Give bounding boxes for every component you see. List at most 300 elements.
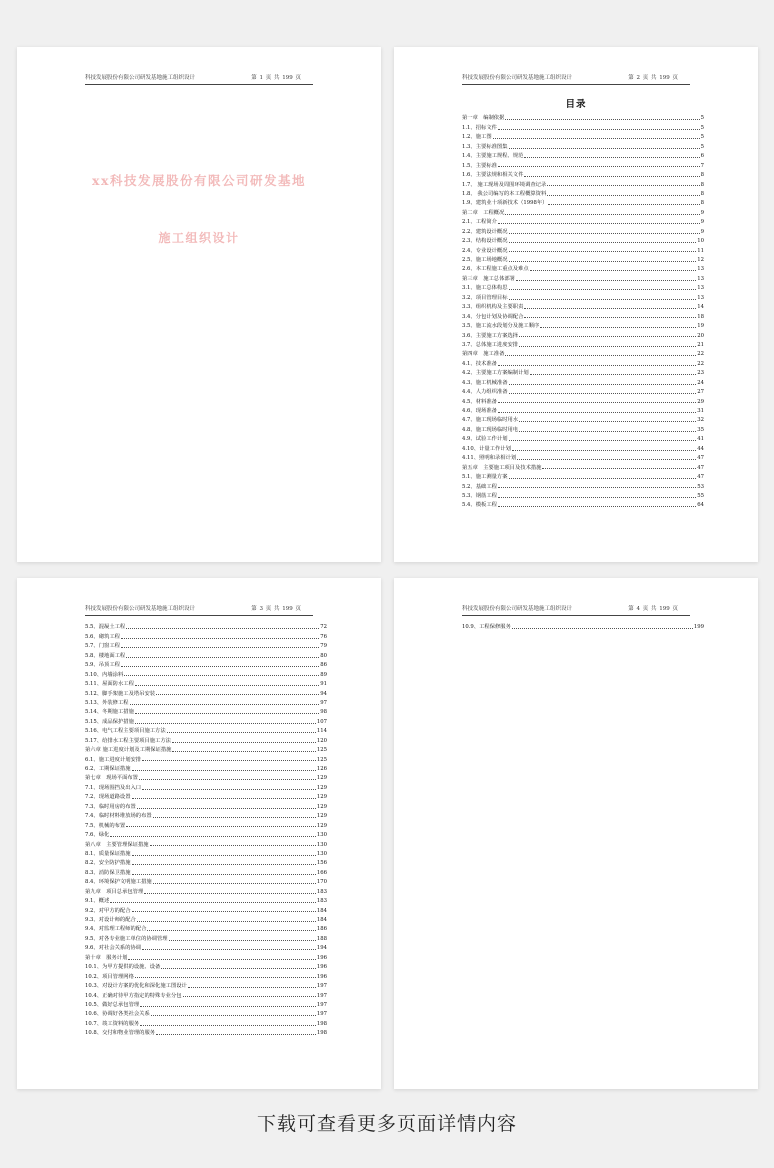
toc-entry-title: 5.16、电气工程主要项目施工方法 (85, 728, 166, 735)
toc-entry-title: 3.5、施工流水段划分及施工顺序 (462, 323, 540, 330)
toc-entry-page: 196 (316, 954, 327, 961)
toc-entry (85, 829, 327, 838)
toc-entry (462, 339, 704, 348)
toc-entry (85, 630, 327, 639)
toc-entry-page: 125 (316, 747, 327, 754)
toc-dot-leader (498, 497, 696, 498)
toc-dot-leader (509, 299, 697, 300)
toc-entry (462, 188, 704, 197)
toc-entry (85, 668, 327, 677)
toc-dot-leader (498, 506, 696, 507)
toc-entry-page: 125 (316, 756, 327, 763)
toc-entry-title: 2.2、建筑设计概况 (462, 228, 508, 235)
toc-dot-leader (132, 864, 316, 865)
toc-entry-title: 5.13、外装修工程 (85, 699, 129, 706)
toc-dot-leader (519, 336, 696, 337)
toc-dot-leader (140, 1025, 316, 1026)
toc-entry-page: 24 (697, 379, 704, 386)
toc-entry-page: 13 (697, 285, 704, 292)
toc-dot-leader (512, 450, 696, 451)
toc-entry (462, 386, 704, 395)
toc-dot-leader (121, 638, 319, 639)
toc-dot-leader (519, 346, 696, 347)
toc-entry-title: 7.5、机械的布置 (85, 822, 126, 829)
toc-entry-title: 5.12、脚手架施工及塔吊安装 (85, 690, 156, 697)
toc-entry-title: 8.1、质量保证措施 (85, 850, 131, 857)
toc-entry-title: 2.6、本工程施工重点及难点 (462, 266, 529, 273)
toc-entry (85, 763, 327, 772)
toc-entry-title: 9.6、对社会关系的协调 (85, 945, 142, 952)
toc-entry (85, 753, 327, 762)
toc-entry-page: 5 (700, 115, 704, 122)
toc-entry-title: 1.7、 施工现场及周围环境调查记录 (462, 181, 547, 188)
toc-entry-title: 6.1、施工进度计划安排 (85, 756, 142, 763)
toc-entry-title: 3.3、组织机构及主要职责 (462, 304, 524, 311)
toc-entry (85, 857, 327, 866)
toc-entry-title: 5.4、模板工程 (462, 502, 497, 509)
toc-entry (462, 178, 704, 187)
toc-entry (462, 329, 704, 338)
toc-entry (85, 781, 327, 790)
toc-entry (462, 235, 704, 244)
toc-dot-leader (530, 374, 697, 375)
toc-entry-page: 129 (316, 784, 327, 791)
toc-list (462, 621, 704, 630)
toc-entry (85, 989, 327, 998)
toc-entry (85, 885, 327, 894)
toc-dot-leader (137, 921, 316, 922)
toc-entry (462, 131, 704, 140)
toc-entry-title: 5.10、内墙涂料 (85, 671, 124, 678)
toc-entry-title: 7.6、绿化 (85, 832, 110, 839)
toc-entry-title: 第三章 施工总体部署 (462, 275, 515, 282)
toc-entry-page: 97 (320, 699, 327, 706)
toc-entry-title: 第七章 现场平面布置 (85, 775, 138, 782)
toc-dot-leader (524, 308, 696, 309)
toc-entry-page: 47 (697, 474, 704, 481)
toc-entry-title: 4.5、材料准备 (462, 398, 497, 405)
toc-entry-page: 196 (316, 964, 327, 971)
toc-entry (462, 471, 704, 480)
header-page-number: 第 2 页 共 199 页 (628, 75, 678, 81)
toc-entry-page: 129 (316, 822, 327, 829)
toc-entry-page: 130 (316, 841, 327, 848)
toc-entry (85, 848, 327, 857)
header-page-number: 第 4 页 共 199 页 (628, 606, 678, 612)
toc-entry (85, 640, 327, 649)
download-caption: 下载可查看更多页面详情内容 (256, 1113, 517, 1135)
toc-entry-title: 2.1、工程简介 (462, 219, 497, 226)
toc-entry (85, 791, 327, 800)
toc-entry (462, 320, 704, 329)
toc-dot-leader (110, 836, 316, 837)
header-page-number: 第 3 页 共 199 页 (251, 606, 301, 612)
toc-entry-title: 9.4、对监理工程师的配合 (85, 926, 147, 933)
toc-entry (85, 914, 327, 923)
toc-entry-page: 198 (316, 1020, 327, 1027)
toc-entry-page: 197 (316, 1011, 327, 1018)
toc-entry-page: 91 (320, 681, 327, 688)
toc-entry-page: 29 (697, 398, 704, 405)
toc-dot-leader (169, 940, 316, 941)
toc-entry-page: 89 (320, 671, 327, 678)
toc-entry (85, 659, 327, 668)
toc-dot-leader (142, 760, 316, 761)
toc-entry (462, 433, 704, 442)
toc-entry (462, 405, 704, 414)
toc-entry-page: 9 (700, 209, 704, 216)
toc-entry-title: 8.2、安全防护措施 (85, 860, 131, 867)
toc-dot-leader (167, 732, 316, 733)
toc-entry (85, 895, 327, 904)
toc-dot-leader (153, 817, 316, 818)
toc-entry-title: 3.2、项目管理目标 (462, 294, 508, 301)
toc-dot-leader (124, 675, 319, 676)
toc-entry (462, 216, 704, 225)
toc-entry-page: 184 (316, 917, 327, 923)
toc-entry-page: 120 (316, 737, 327, 744)
toc-entry-page: 8 (700, 190, 704, 197)
toc-entry (85, 999, 327, 1008)
toc-entry-page: 10 (697, 238, 704, 245)
toc-entry-title: 4.11、照明和录相计划 (462, 455, 517, 462)
toc-dot-leader (121, 666, 319, 667)
toc-entry-title: 1.1、招标文件 (462, 124, 497, 131)
toc-entry-title: 4.3、施工机械准备 (462, 379, 508, 386)
document-page-1 (17, 47, 381, 562)
watermark-decoration: ​ (95, 481, 119, 508)
toc-entry-title: 4.10、计量工作计划 (462, 445, 511, 452)
toc-entry-page: 76 (320, 633, 327, 640)
toc-entry-page: 7 (700, 162, 704, 169)
cover-subtitle: 施工组织设计 (158, 231, 240, 245)
toc-entry-title: 3.1、施工总体构思 (462, 285, 508, 292)
toc-entry-title: 第十章 服务计划 (85, 954, 128, 961)
toc-entry-page: 197 (316, 1001, 327, 1008)
toc-entry-title: 4.1、技术准备 (462, 360, 497, 367)
toc-dot-leader (151, 1015, 316, 1016)
toc-entry-title: 10.6、协调好各类社会关系 (85, 1011, 150, 1018)
toc-dot-leader (498, 487, 696, 488)
toc-entry-title: 第二章 工程概况 (462, 209, 505, 216)
toc-entry-page: 98 (320, 709, 327, 716)
toc-entry (462, 169, 704, 178)
toc-entry-title: 10.7、竣工资料的服务 (85, 1020, 140, 1027)
toc-entry-title: 1.2、施工图 (462, 134, 492, 141)
toc-dot-leader (172, 742, 316, 743)
toc-entry (85, 810, 327, 819)
toc-dot-leader (548, 204, 699, 205)
toc-entry-page: 53 (697, 483, 704, 490)
toc-dot-leader (530, 270, 697, 271)
toc-entry (462, 159, 704, 168)
toc-entry (85, 951, 327, 960)
toc-dot-leader (135, 723, 316, 724)
toc-entry (462, 263, 704, 272)
page-header (85, 605, 313, 616)
toc-entry-page: 20 (697, 332, 704, 339)
toc-dot-leader (498, 412, 696, 413)
toc-entry (85, 744, 327, 753)
toc-entry-title: 4.9、试验工作计划 (462, 436, 508, 443)
toc-entry-title: 第四章 施工准备 (462, 351, 505, 358)
toc-entry (462, 140, 704, 149)
toc-dot-leader (121, 647, 319, 648)
toc-dot-leader (505, 355, 696, 356)
toc-entry-page: 9 (700, 219, 704, 226)
toc-list (462, 112, 704, 508)
toc-entry-title: 第六章 施工进度计划及工期保证措施 (85, 747, 172, 754)
toc-dot-leader (156, 1034, 316, 1035)
toc-entry-page: 11 (697, 247, 704, 254)
toc-entry-page: 8 (700, 200, 704, 207)
toc-entry-title: 5.9、吊顶工程 (85, 662, 120, 669)
toc-entry-page: 188 (316, 935, 327, 942)
toc-entry (85, 725, 327, 734)
toc-entry-page: 170 (316, 879, 327, 886)
toc-entry-page: 107 (316, 718, 327, 725)
toc-entry-title: 4.7、施工现场临时用水 (462, 417, 519, 424)
toc-dot-leader (509, 148, 700, 149)
toc-entry-page: 197 (316, 992, 327, 999)
toc-entry-title: 8.4、环境保护文明施工措施 (85, 879, 152, 886)
toc-entry-title: 7.3、临时用房的布置 (85, 803, 136, 810)
toc-entry (462, 490, 704, 499)
toc-entry-page: 130 (316, 850, 327, 857)
toc-entry-page: 47 (697, 464, 704, 471)
toc-dot-leader (135, 977, 316, 978)
toc-entry (85, 1027, 327, 1036)
toc-dot-leader (132, 770, 316, 771)
toc-entry-page: 44 (697, 445, 704, 452)
toc-entry (462, 225, 704, 234)
toc-entry (85, 678, 327, 687)
toc-entry-title: 5.2、基础工程 (462, 483, 497, 490)
toc-dot-leader (509, 440, 697, 441)
toc-entry-title: 9.3、对设计师的配合 (85, 917, 136, 923)
toc-entry-page: 183 (316, 898, 327, 905)
toc-dot-leader (172, 751, 315, 752)
toc-entry-page: 9 (700, 228, 704, 235)
toc-entry-page: 47 (697, 455, 704, 462)
toc-entry-page: 126 (316, 766, 327, 772)
toc-entry (462, 367, 704, 376)
toc-dot-leader (135, 713, 319, 714)
document-page-4 (394, 578, 758, 1089)
document-page-2 (394, 47, 758, 562)
toc-entry (462, 150, 704, 159)
toc-dot-leader (509, 261, 697, 262)
toc-entry-title: 1.8、 我公司编写的本工程概算资料 (462, 190, 547, 197)
toc-entry (462, 414, 704, 423)
toc-entry (462, 112, 704, 121)
toc-dot-leader (509, 478, 697, 479)
toc-entry-page: 194 (316, 945, 327, 952)
toc-entry (85, 866, 327, 875)
toc-dot-leader (509, 393, 697, 394)
toc-entry (462, 206, 704, 215)
toc-entry-page: 32 (697, 417, 704, 424)
toc-entry-title: 9.5、对各专业施工单位的协调管理 (85, 935, 168, 942)
toc-entry-page: 21 (697, 341, 704, 348)
toc-entry-title: 第九章 项目总承包管理 (85, 888, 144, 895)
toc-entry-page: 14 (697, 304, 704, 311)
toc-entry-page: 22 (697, 360, 704, 367)
toc-entry-page: 196 (316, 973, 327, 980)
toc-entry-page: 18 (697, 313, 704, 320)
toc-entry-title: 3.6、主要施工方案选择 (462, 332, 519, 339)
toc-entry-title: 10.9、工程保修服务 (462, 624, 511, 631)
toc-entry-title: 3.7、总体施工进度安排 (462, 341, 519, 348)
toc-entry-title: 1.9、建筑业十项新技术（1998年） (462, 200, 548, 207)
toc-entry-page: 35 (697, 426, 704, 433)
toc-dot-leader (132, 855, 316, 856)
toc-entry-title: 1.4、主要施工规程、规范 (462, 153, 524, 160)
toc-entry (462, 282, 704, 291)
toc-dot-leader (161, 968, 316, 969)
toc-dot-leader (509, 242, 697, 243)
toc-entry-page: 199 (693, 624, 704, 631)
toc-dot-leader (505, 119, 699, 120)
toc-entry-title: 5.17、给排水工程主要项目施工方法 (85, 737, 171, 744)
page-header (462, 74, 690, 85)
toc-dot-leader (130, 704, 320, 705)
toc-entry (85, 1008, 327, 1017)
toc-entry (462, 121, 704, 130)
toc-dot-leader (139, 779, 316, 780)
toc-list (85, 621, 327, 1036)
toc-entry (462, 621, 704, 630)
toc-entry-page: 12 (697, 257, 704, 263)
toc-dot-leader (509, 384, 697, 385)
toc-dot-leader (493, 138, 700, 139)
toc-dot-leader (153, 883, 316, 884)
toc-entry-title: 9.2、对甲方的配合 (85, 907, 131, 914)
toc-entry (85, 697, 327, 706)
toc-entry-page: 22 (697, 351, 704, 358)
toc-dot-leader (516, 280, 696, 281)
toc-dot-leader (135, 685, 319, 686)
toc-entry-title: 6.2、工期保证措施 (85, 766, 131, 772)
header-company: 科技发展股份有限公司研发基地施工组织设计 (462, 75, 573, 81)
toc-entry-page: 114 (316, 728, 327, 735)
toc-entry-page: 13 (697, 294, 704, 301)
toc-dot-leader (547, 195, 699, 196)
toc-dot-leader (126, 628, 319, 629)
toc-entry-title: 5.15、成品保护措施 (85, 718, 134, 725)
toc-entry-title: 10.8、交付和物业管理的服务 (85, 1030, 156, 1037)
toc-entry-page: 197 (316, 983, 327, 990)
toc-entry (462, 272, 704, 281)
toc-entry (462, 442, 704, 451)
toc-entry (85, 715, 327, 724)
toc-dot-leader (188, 987, 316, 988)
toc-entry-title: 4.8、施工现场临时用电 (462, 426, 519, 433)
toc-entry (85, 772, 327, 781)
toc-entry-title: 1.5、主要标准 (462, 162, 497, 169)
toc-entry-title: 5.3、钢筋工程 (462, 492, 497, 499)
toc-entry-title: 7.4、临时材料堆放场的布置 (85, 813, 152, 820)
toc-dot-leader (524, 157, 699, 158)
toc-entry (85, 961, 327, 970)
toc-dot-leader (126, 657, 319, 658)
toc-entry-title: 10.1、为甲方提供的设施、设备 (85, 964, 161, 971)
toc-entry-title: 8.3、消防保卫措施 (85, 869, 131, 876)
toc-entry-page: 41 (697, 436, 704, 443)
toc-dot-leader (512, 628, 693, 629)
toc-entry-page: 5 (700, 134, 704, 141)
toc-dot-leader (547, 185, 699, 186)
toc-entry (85, 1017, 327, 1026)
toc-entry-page: 129 (316, 803, 327, 810)
toc-entry (462, 452, 704, 461)
toc-dot-leader (509, 233, 700, 234)
toc-entry (462, 348, 704, 357)
toc-entry-title: 5.5、混凝土工程 (85, 624, 126, 631)
toc-entry-title: 5.7、门窗工程 (85, 643, 120, 650)
header-company: 科技发展股份有限公司研发基地施工组织设计 (462, 606, 573, 612)
toc-entry (85, 621, 327, 630)
toc-entry-page: 186 (316, 926, 327, 933)
toc-entry-title: 第八章 主要管理保证措施 (85, 841, 149, 848)
toc-entry (85, 904, 327, 913)
toc-dot-leader (132, 911, 316, 912)
toc-entry-page: 129 (316, 775, 327, 782)
toc-dot-leader (132, 874, 316, 875)
toc-dot-leader (498, 223, 700, 224)
toc-entry (462, 357, 704, 366)
toc-entry-title: 5.6、砌筑工程 (85, 633, 120, 640)
toc-entry (462, 197, 704, 206)
toc-entry-page: 198 (316, 1030, 327, 1037)
toc-entry-title: 1.3、主要标准图集 (462, 143, 508, 150)
toc-dot-leader (505, 214, 699, 215)
toc-entry (85, 980, 327, 989)
toc-entry-page: 19 (697, 323, 704, 330)
toc-entry-title: 4.2、主要施工方案编制计划 (462, 370, 529, 377)
toc-entry (462, 395, 704, 404)
toc-entry (462, 254, 704, 263)
toc-entry-page: 64 (697, 502, 704, 509)
toc-dot-leader (147, 930, 315, 931)
toc-entry-title: 5.14、冬期施工措施 (85, 709, 134, 716)
toc-dot-leader (150, 845, 316, 846)
toc-dot-leader (517, 459, 696, 460)
toc-entry (85, 970, 327, 979)
toc-entry-page: 6 (700, 153, 704, 160)
page-header (85, 74, 313, 85)
cover-title: xx科技发展股份有限公司研发基地 (92, 173, 306, 188)
toc-dot-leader (519, 421, 696, 422)
toc-entry-page: 156 (316, 860, 327, 867)
toc-entry-title: 9.1、概述 (85, 898, 110, 905)
toc-entry-page: 13 (697, 275, 704, 282)
toc-dot-leader (524, 176, 699, 177)
toc-dot-leader (137, 808, 316, 809)
toc-entry (462, 291, 704, 300)
toc-entry-title: 2.5、施工场地概况 (462, 257, 508, 263)
toc-entry (85, 687, 327, 696)
toc-dot-leader (519, 431, 696, 432)
toc-entry (85, 942, 327, 951)
toc-entry-title: 5.11、屋面防水工程 (85, 681, 134, 688)
toc-entry (85, 932, 327, 941)
toc-dot-leader (144, 893, 316, 894)
toc-entry-page: 27 (697, 389, 704, 396)
toc-entry-title: 4.6、现场准备 (462, 408, 497, 414)
toc-dot-leader (132, 798, 316, 799)
toc-entry-title: 10.4、正确对待甲方指定的特殊专业分包 (85, 992, 182, 999)
